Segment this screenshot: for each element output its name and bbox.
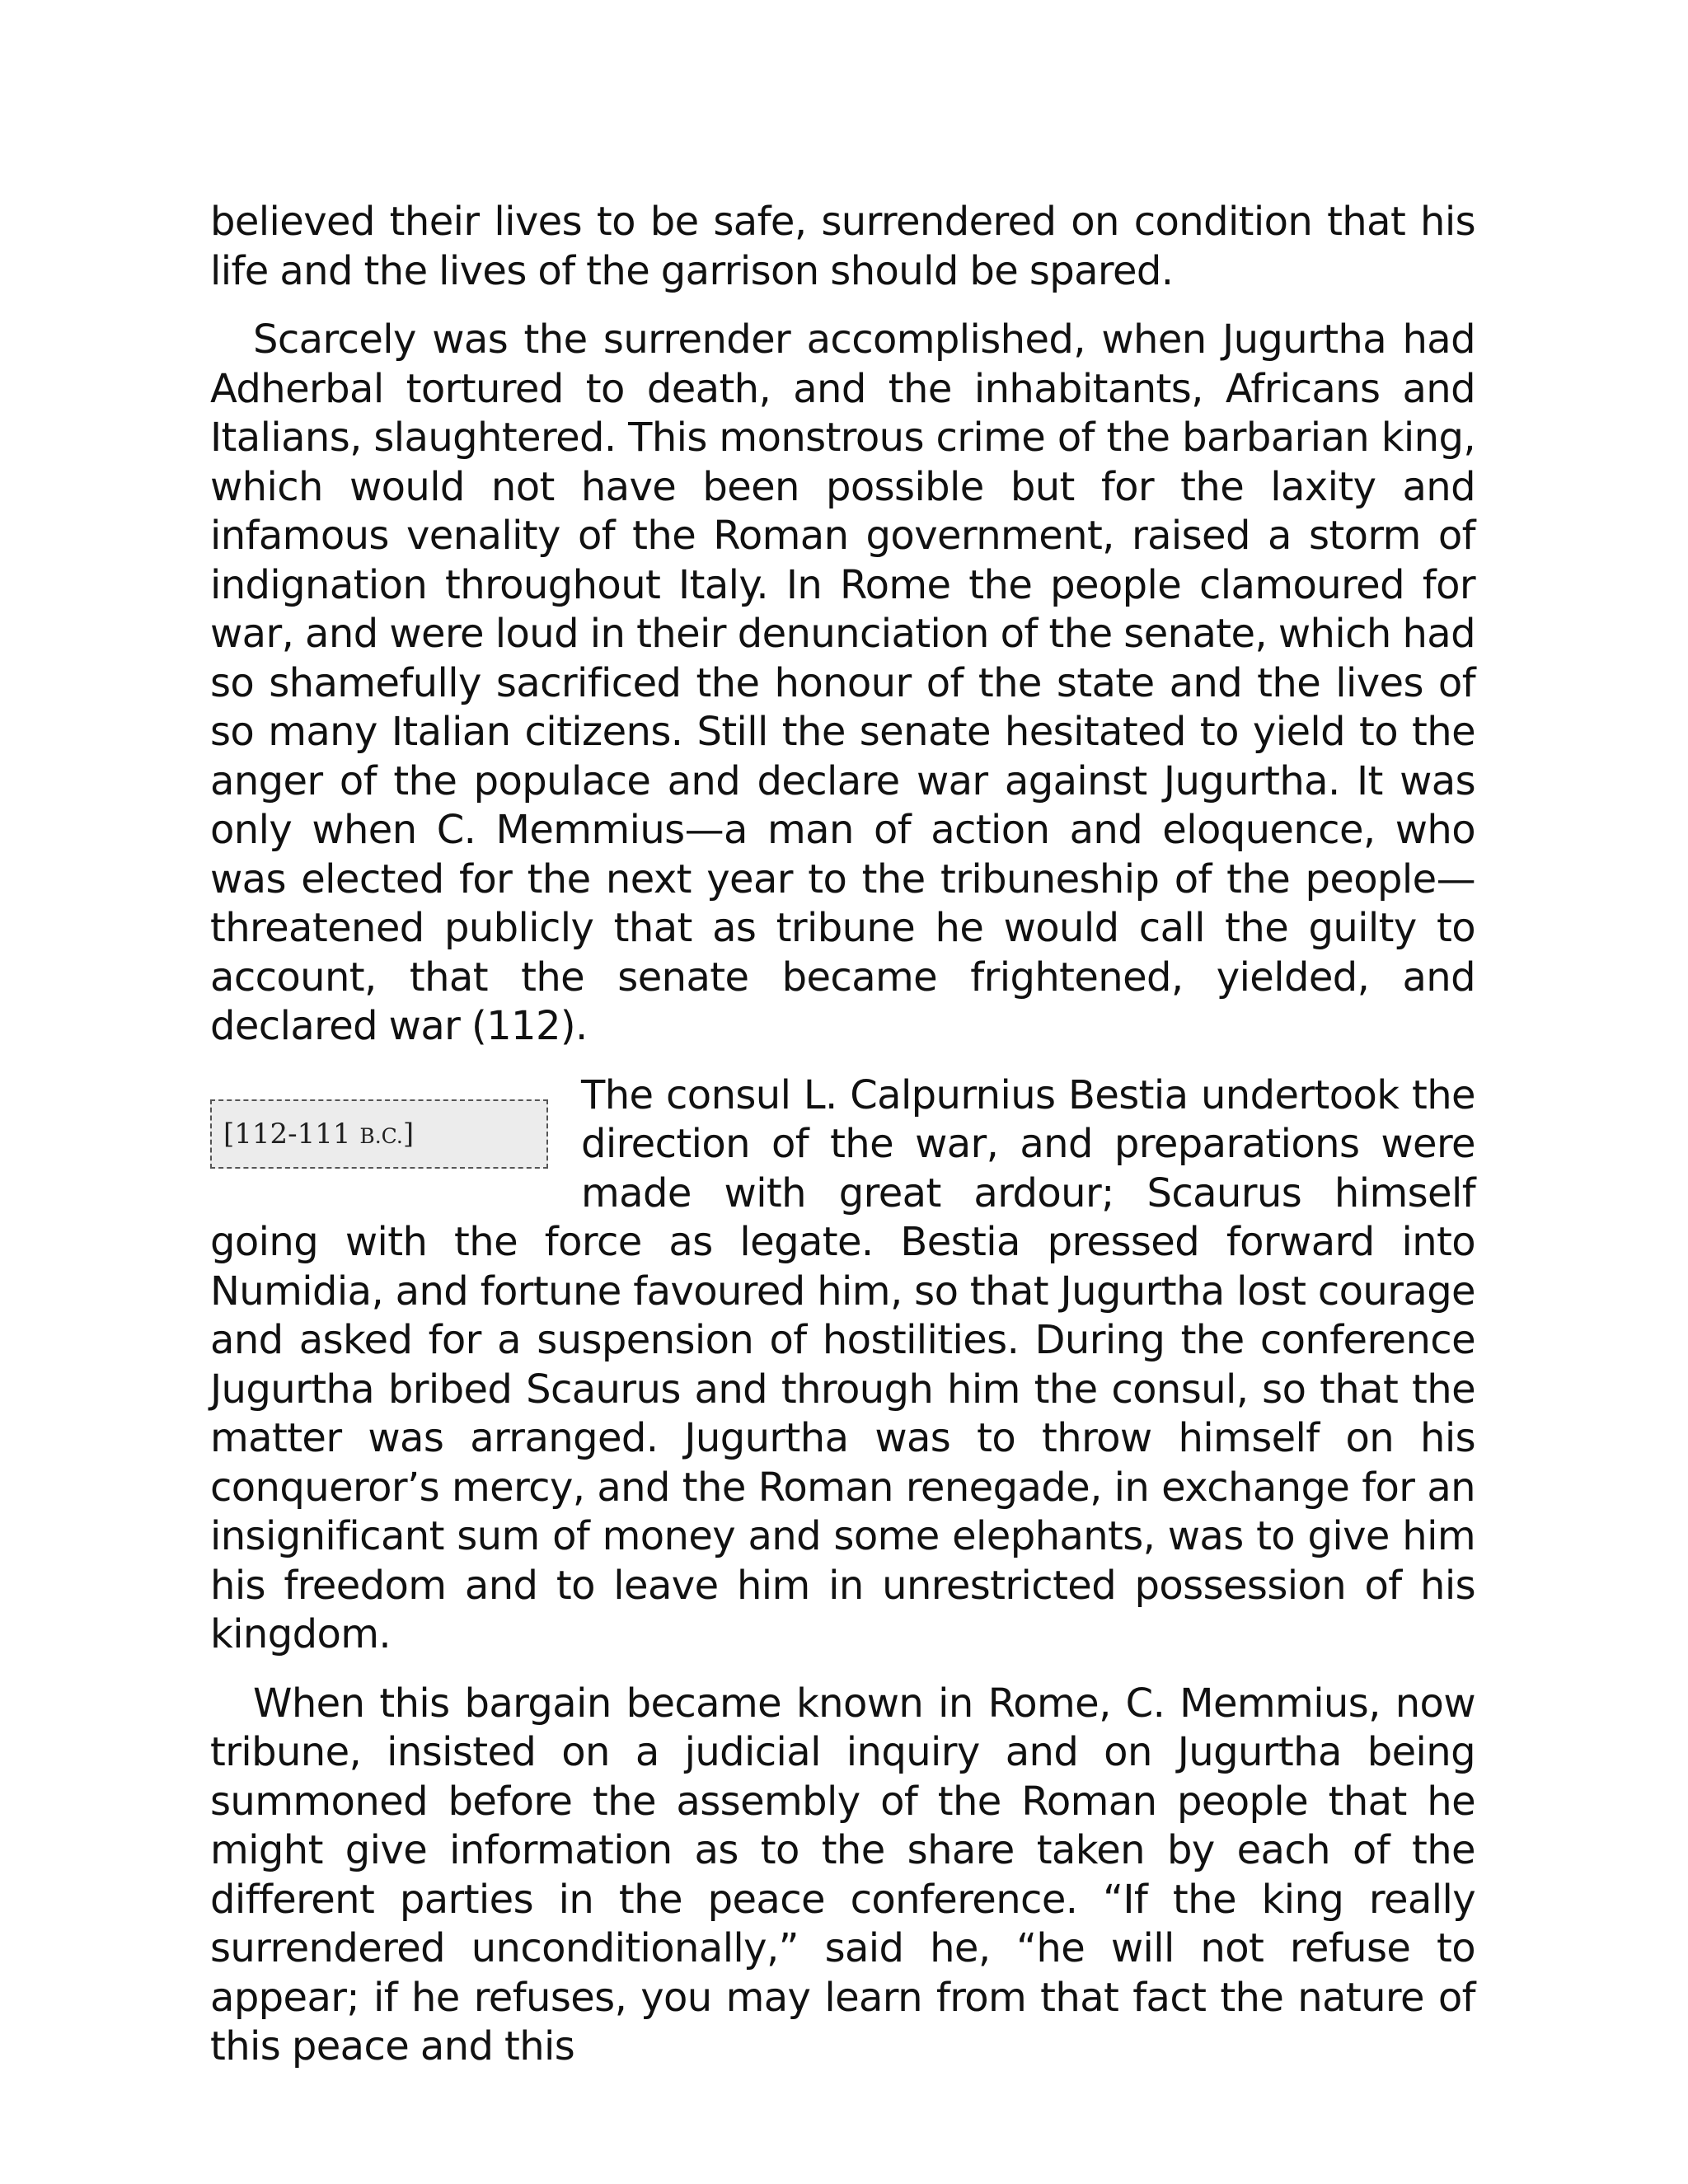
paragraph-2: Scarcely was the surrender accomplished, when Jugurtha had Adherbal tortured to death, and the inhabitants, Africans and Italians, slaughtered. This monstrous crime of the barbarian king, which would not have been possible but for the laxity and infamous venality of the Roman government, raised a storm of indignation throughout Italy. In Rome the people clamoured for war, and were loud in their denunciation of the senate, which had so shamefully sacrificed the honour of the state and the lives of so many Italian citizens. Still the senate hesitated to yield to the anger of the populace and declare war against Jugurtha. It was only when C. Memmius—a man of action and eloquence, who was elected for the next year to the tribuneship of the people—threatened publicly that as tribune he would call the guilty to account, that the senate became frightened, yielded, and declared war (112). [210,316,1475,1049]
sidenote-years: [112-111 [223,1117,360,1151]
paragraph-3: The consul L. Calpurnius Bestia undertook the direction of the war, and preparations were made with great ardour; Scaurus himself going with the force as legate. Bestia pressed forward into Numidia, and fortune favoured him, so that Jugurtha lost courage and asked for a suspension of hostilities. During the conference Jugurtha bribed Scaurus and through him the consul, so that the matter was arranged. Jugurtha was to throw himself on his conqueror’s mercy, and the Roman renegade, in exchange for an insignificant sum of money and some elephants, was to give him his freedom and to leave him in unrestricted possession of his kingdom. [210,1071,1475,1657]
paragraph-4: When this bargain became known in Rome, C. Memmius, now tribune, insisted on a judicial inquiry and on Jugurtha being summoned before the assembly of the Roman people that he might give information as to the share taken by each of the different parties in the peace conference. “If the king really surrendered unconditionally,” said he, “he will not refuse to appear; if he refuses, you may learn from that fact the nature of this peace and this [210,1680,1475,2069]
sidenote-close: ] [402,1117,415,1151]
page-body [210,198,1475,2092]
date-sidenote [210,1099,548,1169]
paragraph-1: believed their lives to be safe, surrendered on condition that his life and the lives of the garrison should be spared. [210,199,1475,294]
sidenote-era: B.C. [359,1123,403,1148]
